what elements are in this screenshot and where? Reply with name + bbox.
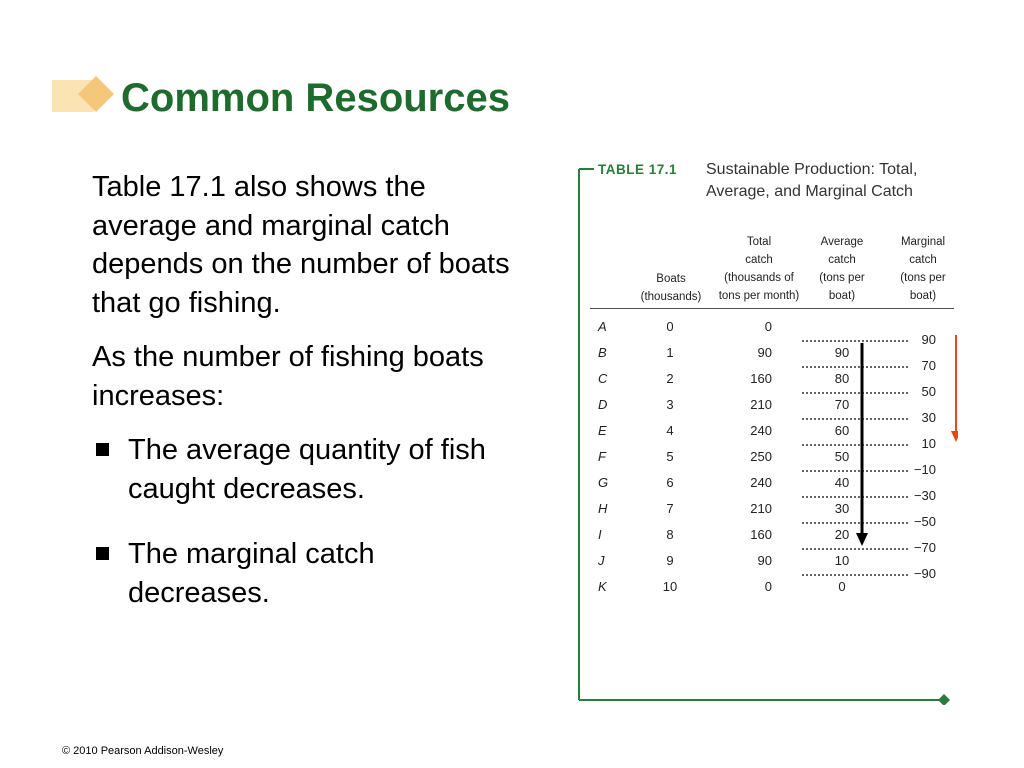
row-letter: F: [598, 449, 606, 464]
cell-total: 0: [764, 579, 772, 594]
row-letter: D: [598, 397, 608, 412]
leader-dots: [802, 392, 908, 394]
cell-marginal: −30: [913, 488, 936, 503]
cell-average: 60: [834, 423, 850, 438]
cell-marginal: 70: [921, 358, 936, 373]
row-letter: K: [598, 579, 607, 594]
table-label: TABLE 17.1: [598, 162, 678, 177]
cell-boats: 5: [666, 449, 674, 464]
cell-total: 160: [750, 371, 772, 386]
row-letter: C: [598, 371, 608, 386]
cell-average: 70: [834, 397, 850, 412]
leader-dots: [802, 522, 908, 524]
cell-average: 10: [834, 553, 850, 568]
cell-marginal: −50: [913, 514, 936, 529]
cell-total: 210: [750, 501, 772, 516]
copyright-footer: © 2010 Pearson Addison-Wesley: [62, 745, 224, 757]
bullet-text: The marginal catch decreases.: [128, 538, 375, 609]
leader-dots: [802, 418, 908, 420]
leader-dots: [802, 548, 908, 550]
square-bullet-icon: [96, 547, 109, 560]
bullet-item: [90, 535, 510, 612]
cell-marginal: −10: [913, 462, 936, 477]
cell-boats: 6: [666, 475, 674, 490]
column-header-total: Total catch (thousands of tons per month): [718, 236, 800, 302]
cell-total: 160: [750, 527, 772, 542]
cell-boats: 7: [666, 501, 674, 516]
row-letter: J: [598, 553, 605, 568]
cell-marginal: 90: [921, 332, 936, 347]
leader-dots: [802, 496, 908, 498]
cell-average: 0: [838, 579, 846, 594]
cell-marginal: 50: [921, 384, 936, 399]
cell-marginal: 10: [921, 436, 936, 451]
table-figure: [578, 155, 958, 705]
row-letter: I: [598, 527, 602, 542]
cell-total: 90: [757, 345, 772, 360]
cell-boats: 4: [666, 423, 674, 438]
cell-total: 210: [750, 397, 772, 412]
leader-dots: [802, 444, 908, 446]
cell-boats: 3: [666, 397, 674, 412]
cell-total: 90: [757, 553, 772, 568]
leader-dots: [802, 470, 908, 472]
body-paragraph: Table 17.1 also shows the average and marginal catch depends on the number of boats that go fishing.: [92, 171, 510, 319]
cell-boats: 8: [666, 527, 674, 542]
square-bullet-icon: [96, 443, 109, 456]
cell-total: 240: [750, 475, 772, 490]
table-caption: Sustainable Production: Total, Average, and Marginal Catch: [706, 161, 918, 200]
cell-total: 250: [750, 449, 772, 464]
cell-boats: 9: [666, 553, 674, 568]
title-decoration-icon: [52, 76, 114, 116]
cell-boats: 0: [666, 319, 674, 334]
row-letter: H: [598, 501, 608, 516]
column-header-average: Average catch (tons per boat): [819, 236, 865, 302]
cell-average: 50: [834, 449, 850, 464]
body-paragraph: As the number of fishing boats increases:: [92, 341, 484, 412]
bullet-text: The average quantity of fish caught decreases.: [128, 434, 486, 505]
cell-marginal: −90: [913, 566, 936, 581]
cell-total: 0: [764, 319, 772, 334]
cell-average: 40: [834, 475, 850, 490]
cell-boats: 10: [662, 579, 678, 594]
leader-dots: [802, 340, 908, 342]
cell-average: 30: [834, 501, 850, 516]
row-letter: E: [598, 423, 607, 438]
column-header-marginal: Marginal catch (tons per boat): [900, 236, 946, 302]
slide-body: [92, 168, 512, 639]
cell-marginal: −70: [913, 540, 936, 555]
slide-title: Common Resources: [121, 76, 510, 120]
cell-boats: 2: [666, 371, 674, 386]
cell-boats: 1: [666, 345, 674, 360]
row-letter: G: [598, 475, 609, 490]
header-rule: [590, 308, 954, 309]
frame-diamond-icon: [938, 694, 950, 705]
cell-marginal: 30: [921, 410, 936, 425]
leader-dots: [802, 366, 908, 368]
cell-average: 80: [834, 371, 850, 386]
cell-total: 240: [750, 423, 772, 438]
row-letter: A: [598, 319, 607, 334]
leader-dots: [802, 574, 908, 576]
cell-average: 20: [834, 527, 850, 542]
row-letter: B: [598, 345, 607, 360]
bullet-item: [90, 431, 510, 508]
column-header-boats: Boats (thousands): [640, 273, 702, 303]
cell-average: 90: [834, 345, 850, 360]
